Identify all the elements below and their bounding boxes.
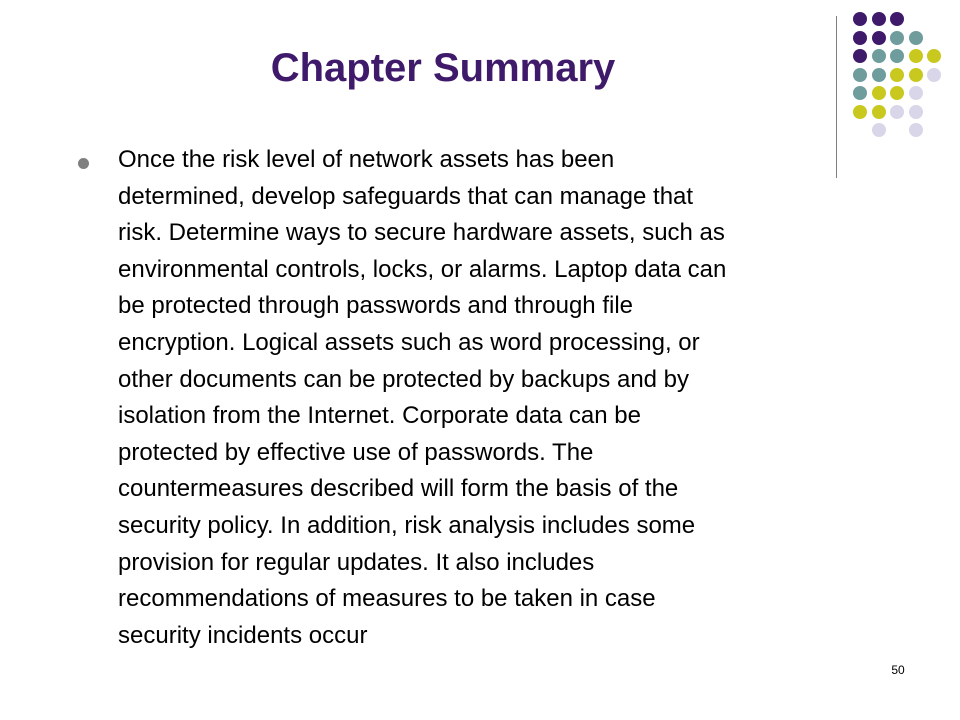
decorative-dot bbox=[890, 31, 904, 45]
decorative-dot bbox=[909, 49, 923, 63]
bullet-text-line: recommendations of measures to be taken in case bbox=[118, 585, 656, 613]
bullet-text bbox=[118, 142, 726, 654]
decorative-dot bbox=[890, 86, 904, 100]
decorative-dot bbox=[927, 49, 941, 63]
decorative-dot bbox=[872, 12, 886, 26]
bullet-text-line: other documents can be protected by backups and by bbox=[118, 365, 690, 393]
decorative-dot bbox=[890, 12, 904, 26]
decorative-dot bbox=[872, 123, 886, 137]
decorative-dot bbox=[909, 105, 923, 119]
decorative-dot bbox=[853, 105, 867, 119]
decorative-dot bbox=[890, 105, 904, 119]
decorative-dot bbox=[909, 31, 923, 45]
decorative-dot bbox=[909, 123, 923, 137]
bullet-text-line: determined, develop safeguards that can manage that bbox=[118, 182, 694, 210]
bullet-icon bbox=[78, 158, 89, 169]
decorative-dot bbox=[890, 68, 904, 82]
bullet-text-line: protected by effective use of passwords. The bbox=[118, 438, 594, 466]
bullet-text-line: Once the risk level of network assets has been bbox=[118, 146, 615, 173]
slide-title: Chapter Summary bbox=[270, 46, 616, 90]
bullet-text-line: security policy. In addition, risk analysis includes some bbox=[118, 511, 696, 539]
slide-body bbox=[78, 142, 858, 654]
decorative-dot bbox=[853, 12, 867, 26]
decorative-dot bbox=[927, 68, 941, 82]
decorative-dot bbox=[909, 86, 923, 100]
bullet-text-line: risk. Determine ways to secure hardware assets, such as bbox=[118, 219, 725, 247]
decorative-dot bbox=[872, 105, 886, 119]
decorative-dot bbox=[909, 68, 923, 82]
bullet-text-line: security incidents occur bbox=[118, 621, 368, 649]
bullet-text-line: encryption. Logical assets such as word processing, or bbox=[118, 328, 700, 356]
bullet-text-line: countermeasures described will form the basis of the bbox=[118, 475, 679, 503]
bullet-item bbox=[78, 142, 858, 654]
page-number: 50 bbox=[891, 663, 905, 677]
bullet-text-line: environmental controls, locks, or alarms. Laptop data can bbox=[118, 255, 727, 283]
bullet-text-line: be protected through passwords and through file bbox=[118, 292, 634, 320]
bullet-text-line: provision for regular updates. It also includes bbox=[118, 548, 595, 576]
decorative-dot bbox=[890, 49, 904, 63]
bullet-text-line: isolation from the Internet. Corporate data can be bbox=[118, 402, 641, 430]
